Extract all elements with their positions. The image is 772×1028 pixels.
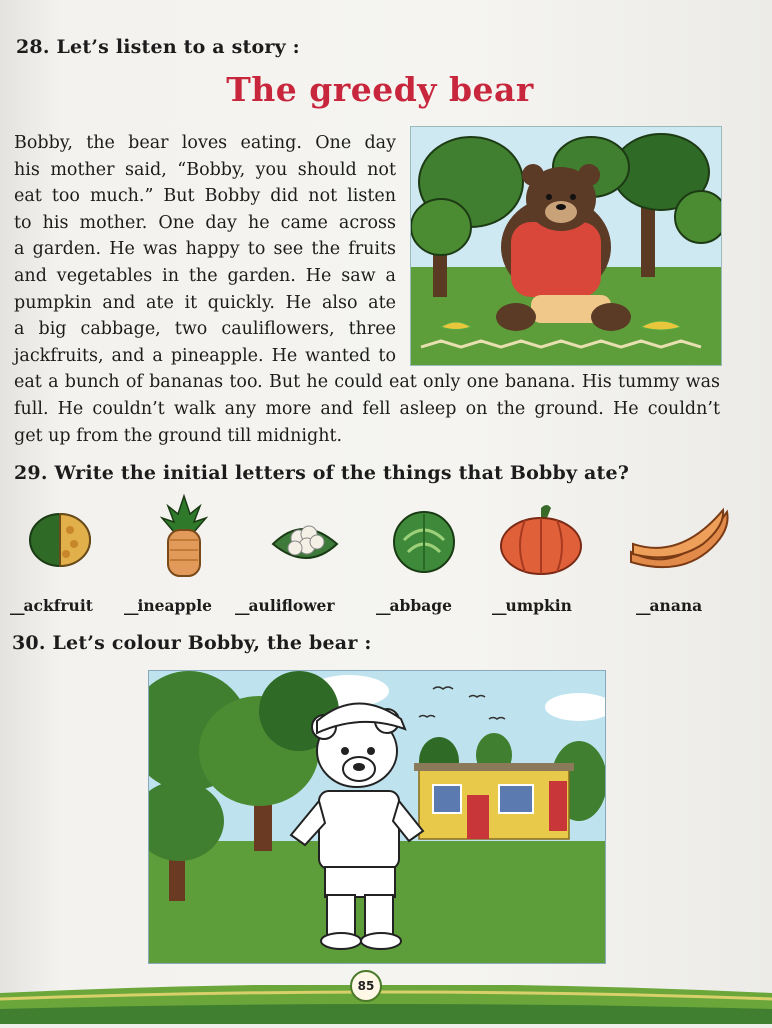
page-number: 85 [350,970,382,1002]
fruit-label: __ackfruit [10,596,93,615]
story-line: jackfruits, and a pineapple. He wanted to [14,345,396,366]
question-29-heading: 29. Write the initial letters of the things that Bobby ate? [14,462,630,484]
story-line: his mother said, “Bobby, you should not [14,159,396,180]
pineapple-icon [144,492,224,580]
story-line: get up from the ground till midnight. [14,425,343,446]
story-line: pumpkin and ate it quickly. He also ate [14,292,396,313]
story-line: Bobby, the bear loves eating. One day [14,133,396,153]
fruit-row [0,500,772,620]
fruit-item-pineapple [124,500,244,615]
story-line: a big cabbage, two cauliflowers, three [14,319,396,340]
story-line: full. He couldn’t walk any more and fell asleep on the ground. He couldn’t [14,398,720,419]
question-30-heading: 30. Let’s colour Bobby, the bear : [12,632,372,654]
story-line: a garden. He was happy to see the fruits [14,239,396,260]
bear-eating-scene-icon [411,127,721,365]
fruit-label: __auliflower [235,596,335,615]
question-28-heading: 28. Let’s listen to a story : [16,36,300,58]
fruit-label: __umpkin [492,596,572,615]
fruit-item-pumpkin [480,500,600,615]
bear-eating-illustration [410,126,722,366]
bear-colouring-illustration [148,670,606,964]
fruit-item-banana [620,500,740,615]
story-line: eat too much.” But Bobby did not listen [14,186,396,207]
fruit-item-cauliflower [235,500,365,615]
footer-decoration [0,985,772,1024]
bear-colouring-scene-icon [149,671,605,963]
fruit-item-cabbage [364,500,484,615]
cauliflower-icon [265,500,345,580]
fruit-item-jackfruit [2,500,122,615]
jackfruit-icon [22,500,102,580]
story-title: The greedy bear [226,70,534,109]
story-line: eat a bunch of bananas too. But he could eat only one banana. His tummy was [14,372,720,393]
fruit-label: __abbage [376,596,452,615]
grass-border-icon [0,985,772,1024]
pumpkin-icon [495,500,585,580]
fruit-label: __anana [636,596,703,615]
fruit-label: __ineapple [124,596,212,615]
story-line: and vegetables in the garden. He saw a [14,265,396,286]
story-line: to his mother. One day he came across [14,212,396,233]
banana-icon [625,500,735,580]
cabbage-icon [384,500,464,580]
